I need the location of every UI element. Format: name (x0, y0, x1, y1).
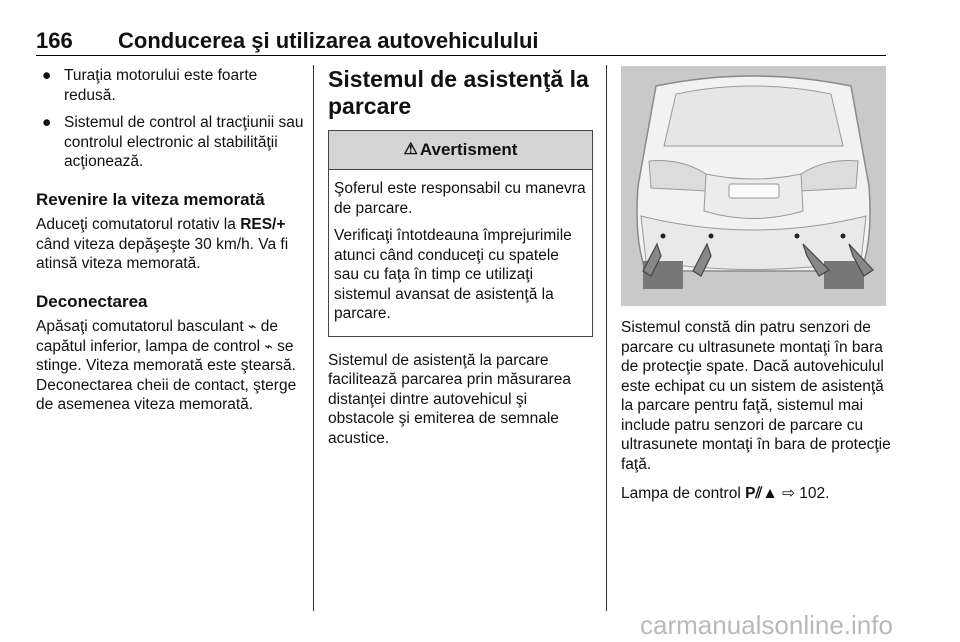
warning-header (329, 131, 592, 170)
cruise-control-icon: ⌁ (247, 318, 257, 334)
column-1 (36, 66, 304, 425)
page-reference[interactable]: 102. (794, 485, 830, 502)
disconnect-paragraph: Apăsaţi comutatorul basculant ⌁ de capătul inferior, lampa de control ⌁ se stinge. Viteza memorată este ştearsă. Deconectarea cheii de contact, şterge de asemenea viteza memorată. (36, 318, 297, 413)
warning-body (329, 170, 592, 336)
bullet-icon: ● (42, 67, 52, 84)
column-divider-1 (313, 65, 314, 611)
condition-list (36, 66, 304, 172)
control-lamp-line: Lampa de control P⫽▲ ⇨ 102. (621, 485, 830, 502)
system-description: Sistemul constă din patru senzori de parcare cu ultrasunete montaţi în bara de protecţie spate. Dacă autovehiculul este echipat cu un sistem de asistenţă la parcare pentru faţă, sistemul mai include patru senzori de parcare cu ultrasunete montaţi în bara de protecţie faţă. (621, 319, 891, 473)
sensor-dot (841, 234, 846, 239)
resume-heading: Revenire la viteza memorată (36, 189, 265, 209)
warning-paragraph-2: Verificaţi întotdeauna împrejurimile atunci când conduceţi cu spatele sau cu faţa în timp ce utilizaţi sistemul avansat de asistenţă la parcare. (334, 227, 572, 322)
warning-icon: ⚠ (403, 141, 418, 159)
page-reference-arrow-icon: ⇨ (781, 485, 795, 502)
watermark: carmanualsonline.info (640, 610, 893, 640)
column-divider-2 (606, 65, 607, 611)
bullet-icon: ● (42, 114, 52, 131)
disconnect-heading: Deconectarea (36, 291, 148, 311)
parking-assist-icon: P⫽▲ (745, 485, 778, 502)
header-rule (36, 55, 886, 56)
column-2 (328, 66, 593, 458)
sensor-dot (661, 234, 666, 239)
section-title: Sistemul de asistenţă la parcare (328, 66, 589, 119)
page-number: 166 (36, 28, 73, 53)
page-header (36, 28, 886, 54)
chapter-title: Conducerea şi utilizarea autovehiculului (118, 28, 539, 53)
sensor-dot (795, 234, 800, 239)
intro-paragraph: Sistemul de asistenţă la parcare facilitează parcarea prin măsurarea distanţei dintre autovehicul şi obstacole şi emiterea de semnale acustice. (328, 351, 571, 447)
warning-box (328, 130, 593, 337)
cruise-control-lamp-icon: ⌁ (264, 337, 273, 354)
car-rear-sensors-image (621, 66, 886, 306)
column-3 (621, 66, 891, 514)
warning-paragraph-1: Şoferul este responsabil cu manevra de parcare. (334, 180, 586, 217)
resume-paragraph: Aduceţi comutatorul rotativ la RES/+ când viteza depăşeşte 30 km/h. Va fi atinsă viteza memorată. (36, 216, 289, 272)
warning-title: Avertisment (419, 140, 518, 160)
sensor-dot (709, 234, 714, 239)
list-item: ● Turaţia motorului este foarte redusă. (42, 67, 258, 104)
list-item: ● Sistemul de control al tracţiunii sau controlul electronic al stabilităţii acţionează. (42, 114, 304, 170)
